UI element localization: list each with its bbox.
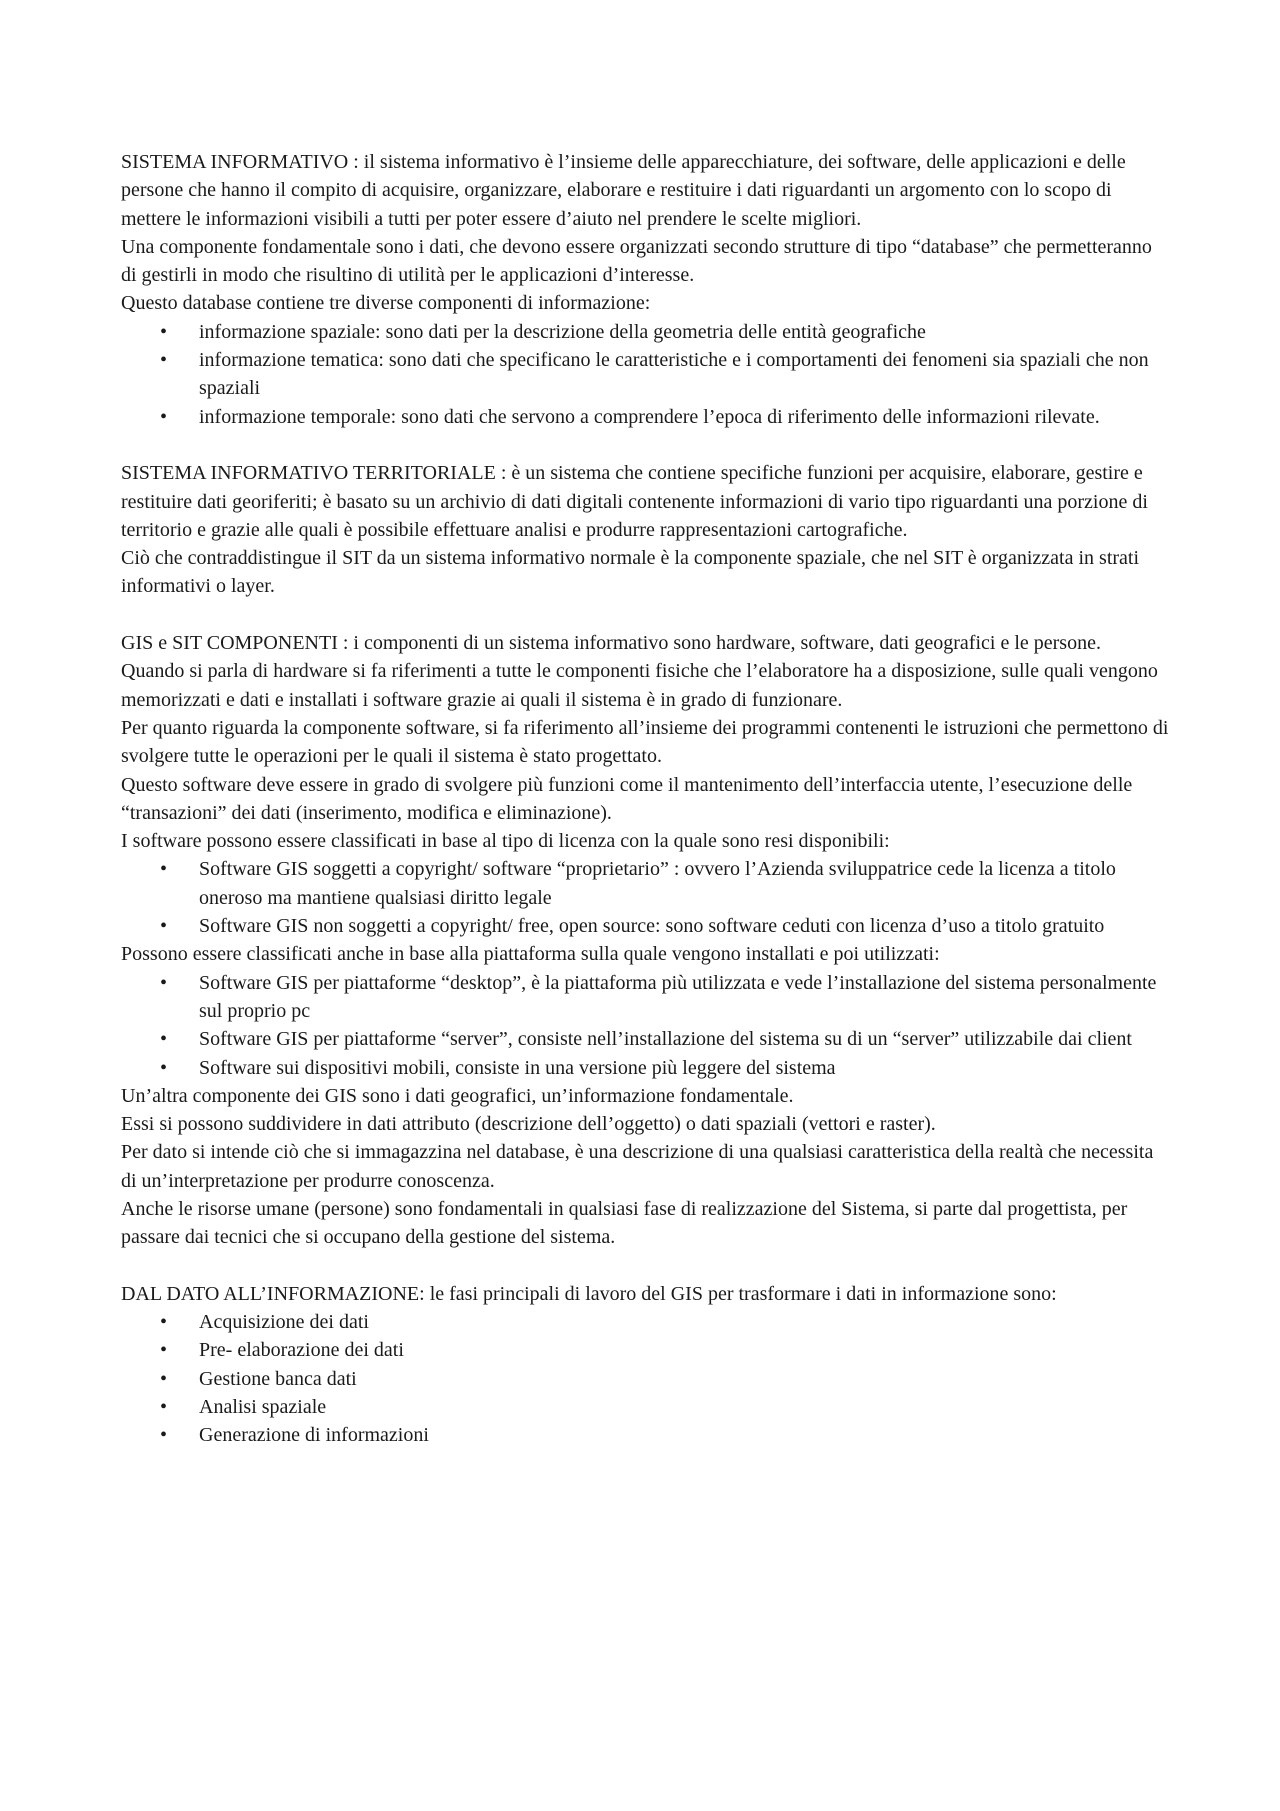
paragraph: Essi si possono suddividere in dati attributo (descrizione dell’oggetto) o dati spaziali (vettori e raster). [121, 1113, 936, 1136]
paragraph: SISTEMA INFORMATIVO TERRITORIALE : è un sistema che contiene specifiche funzioni per acquisire, elaborare, gestire e restituire dati georiferiti; è basato su un archivio di dati digitali contenente informazioni di vario tipo riguardanti una porzione di territorio e grazie alle quali è possibile effettuare analisi e produrre rappresentazioni cartografiche. [121, 462, 1148, 541]
list-item [121, 1365, 1171, 1393]
list-item [121, 969, 1171, 1026]
paragraph: Per quanto riguarda la componente software, si fa riferimento all’insieme dei programmi contenenti le istruzioni che permettono di svolgere tutte le operazioni per le quali il sistema è stato progettato. [121, 716, 1169, 768]
paragraph: GIS e SIT COMPONENTI : i componenti di un sistema informativo sono hardware, software, dati geografici e le persone. [121, 632, 1101, 655]
list-item [121, 1054, 1171, 1082]
bullet-icon: • [160, 1311, 168, 1334]
list-item [121, 1421, 1171, 1449]
list-item-text: Software GIS non soggetti a copyright/ free, open source: sono software ceduti con licenza d’uso a titolo gratuito [199, 915, 1105, 938]
document-page [121, 148, 1171, 1450]
paragraph: Quando si parla di hardware si fa riferimenti a tutte le componenti fisiche che l’elaboratore ha a disposizione, sulle quali vengono memorizzati e dati e installati i software grazie ai quali il sistema è in grado di funzionare. [121, 660, 1158, 711]
list-item [121, 346, 1171, 403]
paragraph: SISTEMA INFORMATIVO : il sistema informativo è l’insieme delle apparecchiature, dei software, delle applicazioni e delle persone che hanno il compito di acquisire, organizzare, elaborare e restituire i dati riguardanti un argomento con lo scopo di mettere le informazioni visibili a tutti per poter essere d’aiuto nel prendere le scelte migliori. [121, 151, 1126, 230]
bullet-icon: • [160, 1339, 168, 1362]
paragraph: Possono essere classificati anche in base alla piattaforma sulla quale vengono installati e poi utilizzati: [121, 943, 940, 966]
bullet-icon: • [160, 1367, 168, 1390]
list-item [121, 912, 1171, 940]
bullet-icon: • [160, 320, 168, 343]
paragraph: Questo database contiene tre diverse componenti di informazione: [121, 292, 651, 315]
bullet-icon: • [160, 349, 168, 372]
list-item-text: Pre- elaborazione dei dati [199, 1339, 404, 1362]
bullet-icon: • [160, 971, 168, 994]
bullet-list [121, 1308, 1171, 1449]
list-item-text: Acquisizione dei dati [199, 1311, 369, 1334]
list-item-text: informazione spaziale: sono dati per la descrizione della geometria delle entità geografiche [199, 320, 926, 343]
bullet-icon: • [160, 858, 168, 881]
bullet-list [121, 318, 1171, 431]
blank-line [121, 431, 1171, 459]
paragraph: Anche le risorse umane (persone) sono fondamentali in qualsiasi fase di realizzazione del Sistema, si parte dal progettista, per passare dai tecnici che si occupano della gestione del sistema. [121, 1197, 1128, 1249]
paragraph: Ciò che contraddistingue il SIT da un sistema informativo normale è la componente spaziale, che nel SIT è organizzata in strati informativi o layer. [121, 547, 1140, 598]
bullet-list [121, 969, 1171, 1082]
list-item [121, 1393, 1171, 1421]
bullet-icon: • [160, 1056, 168, 1079]
list-item [121, 1308, 1171, 1336]
list-item [121, 318, 1171, 346]
paragraph: DAL DATO ALL’INFORMAZIONE: le fasi principali di lavoro del GIS per trasformare i dati in informazione sono: [121, 1282, 1057, 1305]
list-item [121, 403, 1171, 431]
list-item-text: Generazione di informazioni [199, 1424, 429, 1447]
list-item-text: Analisi spaziale [199, 1396, 327, 1419]
list-item-text: Gestione banca dati [199, 1367, 357, 1390]
bullet-icon: • [160, 405, 168, 428]
blank-line [121, 1252, 1171, 1280]
blank-line [121, 601, 1171, 629]
paragraph: Questo software deve essere in grado di svolgere più funzioni come il mantenimento dell’interfaccia utente, l’esecuzione delle “transazioni” dei dati (inserimento, modifica e eliminazione). [121, 773, 1133, 824]
list-item-text: Software sui dispositivi mobili, consiste in una versione più leggere del sistema [199, 1056, 836, 1079]
list-item-text: Software GIS soggetti a copyright/ software “proprietario” : ovvero l’Azienda sviluppatrice cede la licenza a titolo oneroso ma mantiene qualsiasi diritto legale [199, 858, 1116, 909]
list-item-text: informazione tematica: sono dati che specificano le caratteristiche e i comportamenti dei fenomeni sia spaziali che non spaziali [199, 349, 1149, 400]
list-item [121, 855, 1171, 912]
bullet-icon: • [160, 915, 168, 938]
bullet-icon: • [160, 1028, 168, 1051]
bullet-icon: • [160, 1396, 168, 1419]
list-item [121, 1336, 1171, 1364]
list-item-text: informazione temporale: sono dati che servono a comprendere l’epoca di riferimento delle informazioni rilevate. [199, 405, 1100, 428]
bullet-list [121, 855, 1171, 940]
paragraph: I software possono essere classificati in base al tipo di licenza con la quale sono resi disponibili: [121, 830, 890, 853]
list-item-text: Software GIS per piattaforme “desktop”, è la piattaforma più utilizzata e vede l’installazione del sistema personalmente sul proprio pc [199, 971, 1157, 1022]
paragraph: Un’altra componente dei GIS sono i dati geografici, un’informazione fondamentale. [121, 1084, 794, 1107]
bullet-icon: • [160, 1424, 168, 1447]
list-item-text: Software GIS per piattaforme “server”, consiste nell’installazione del sistema su di un “server” utilizzabile dai client [199, 1028, 1132, 1051]
paragraph: Una componente fondamentale sono i dati, che devono essere organizzati secondo strutture di tipo “database” che permetteranno di gestirli in modo che risultino di utilità per le applicazioni d’interesse. [121, 235, 1152, 287]
list-item [121, 1025, 1171, 1053]
paragraph: Per dato si intende ciò che si immagazzina nel database, è una descrizione di una qualsiasi caratteristica della realtà che necessita di un’interpretazione per produrre conoscenza. [121, 1141, 1154, 1192]
